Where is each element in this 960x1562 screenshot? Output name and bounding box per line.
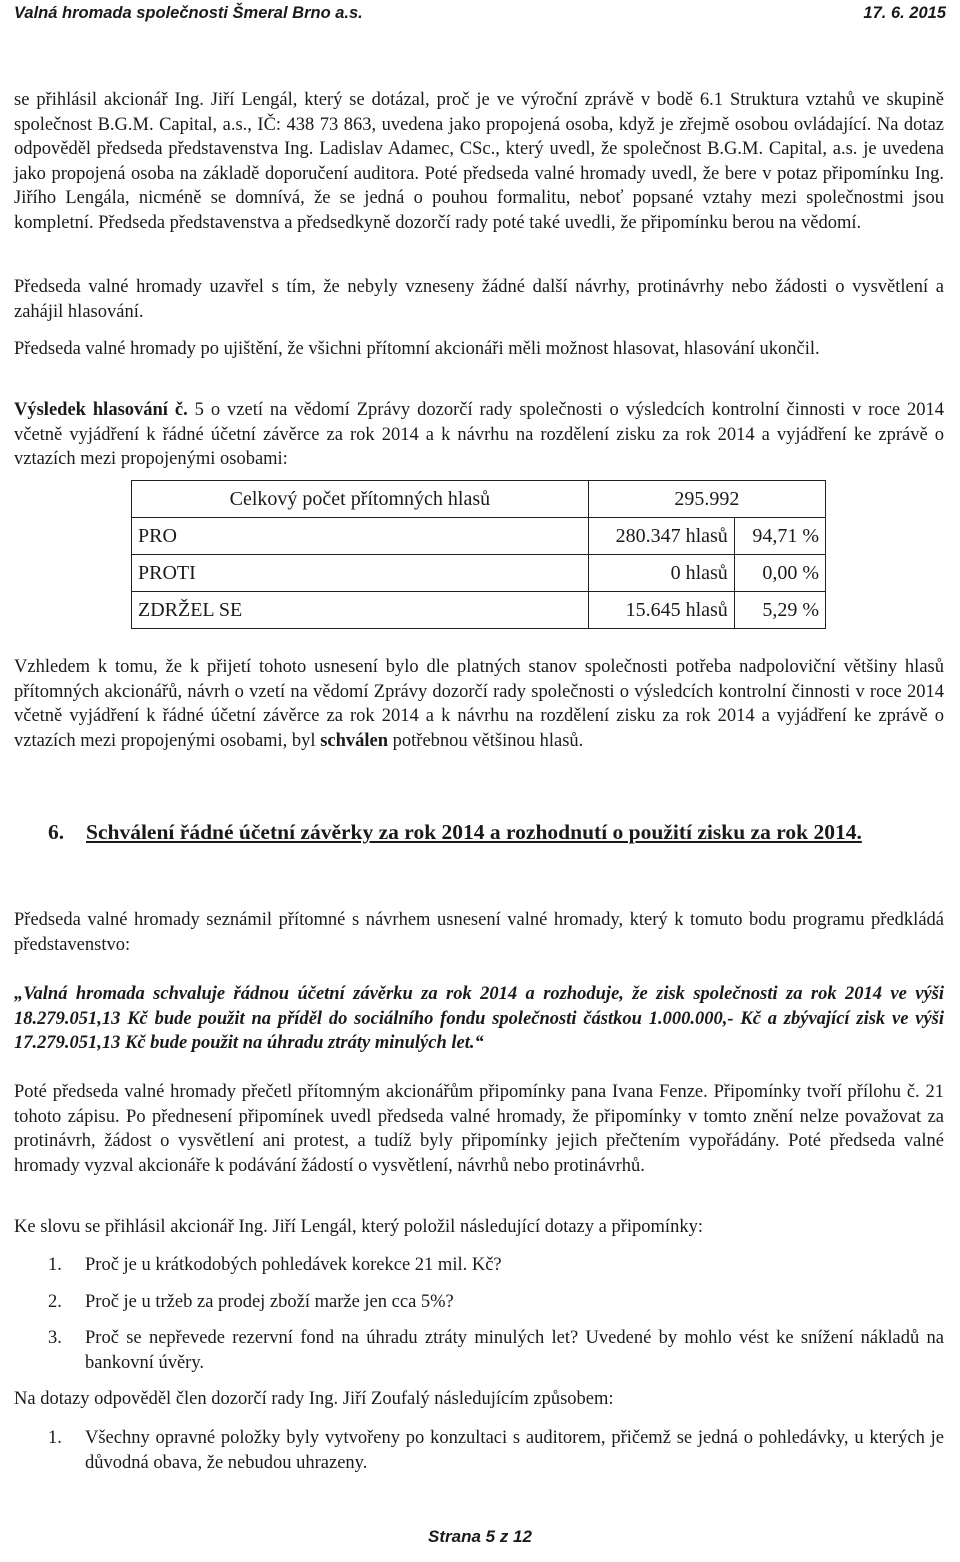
paragraph-voting-ended: Předseda valné hromady po ujištění, že všichni přítomní akcionáři měli možnost hlasovat, hlasování ukončil. (14, 339, 820, 359)
section-6-title: Schválení řádné účetní závěrky za rok 2014 a rozhodnutí o použití zisku za rok 2014. (86, 820, 862, 844)
question-item (48, 1253, 944, 1278)
vote-row-proti (132, 555, 826, 592)
vote-row-zdrzel (132, 592, 826, 629)
question-text: Proč je u krátkodobých pohledávek korekce 21 mil. Kč? (85, 1255, 502, 1275)
vote-table (131, 480, 826, 629)
vote-row-votes: 280.347 hlasů (588, 518, 734, 555)
question-number: 3. (48, 1328, 62, 1348)
vote-row-label: PRO (132, 518, 589, 555)
vote-total-label: Celkový počet přítomných hlasů (132, 481, 589, 518)
vote-result-label: Výsledek hlasování č. (14, 400, 188, 420)
page-header (14, 4, 946, 28)
paragraph-voting-started: Předseda valné hromady uzavřel s tím, že nebyly vzneseny žádné další návrhy, protinávrhy nebo žádosti o vysvětlení a zahájil hlasování. (14, 277, 944, 322)
page-number: Strana 5 z 12 (428, 1527, 532, 1546)
vote-row-votes: 0 hlasů (588, 555, 734, 592)
vote-result-text: 5 o vzetí na vědomí Zprávy dozorčí rady společnosti o výsledcích kontrolní činnosti v roce 2014 včetně vyjádření k řádné účetní závěrce za rok 2014 a k návrhu na rozdělení zisku za rok 2014 a vyjádření ke zprávě o vztazích mezi propojenými osobami: (14, 400, 944, 469)
paragraph-zoufaly-answers-intro: Na dotazy odpověděl člen dozorčí rady Ing. Jiří Zoufalý následujícím způsobem: (14, 1389, 614, 1409)
answer-item (48, 1426, 944, 1475)
paragraph-lengal-questions-intro: Ke slovu se přihlásil akcionář Ing. Jiří Lengál, který položil následující dotazy a připomínky: (14, 1217, 703, 1237)
paragraph-lengal-question: se přihlásil akcionář Ing. Jiří Lengál, který se dotázal, proč je ve výroční zprávě v bodě 6.1 Struktura vztahů ve skupině společnost B.G.M. Capital, a.s., IČ: 438 73 863, uvedena jako propojená osoba, když je zřejmě osobou ovládající. Na dotaz odpověděl předseda představenstva Ing. Ladislav Adamec, CSc., který uvedl, že společnost B.G.M. Capital, a.s. je uvedena jako propojená osoba na základě doporučení auditora. Poté předseda valné hromady uvedl, že bere v potaz připomínku Ing. Jiřího Lengála, nicméně se domnívá, že se jedná o pouhou formalitu, neboť popsané vztahy mezi společnostmi jsou kompletní. Předseda představenstva a předsedkyně dozorčí rady poté také uvedli, že připomínku berou na vědomí. (14, 90, 944, 233)
header-date: 17. 6. 2015 (863, 4, 946, 22)
vote-row-label: PROTI (132, 555, 589, 592)
question-number: 2. (48, 1292, 62, 1312)
vote-row-votes: 15.645 hlasů (588, 592, 734, 629)
question-item (48, 1326, 944, 1375)
vote-row-percent: 94,71 % (734, 518, 825, 555)
vote-row-pro (132, 518, 826, 555)
vote-row-label: ZDRŽEL SE (132, 592, 589, 629)
resolution-text-b: potřebnou většinou hlasů. (388, 730, 584, 751)
answer-number: 1. (48, 1428, 62, 1448)
paragraph-vote-result-5 (14, 398, 944, 472)
vote-row-percent: 5,29 % (734, 592, 825, 629)
question-text: Proč se nepřevede rezervní fond na úhradu ztráty minulých let? Uvedené by mohlo vést ke snížení nákladů na bankovní úvěry. (85, 1328, 944, 1373)
paragraph-proposal-intro: Předseda valné hromady seznámil přítomné s návrhem usnesení valné hromady, který k tomuto bodu programu předkládá představenstvo: (14, 910, 944, 955)
resolution-approved-word: schválen (320, 730, 389, 751)
vote-total-row (132, 481, 826, 518)
question-text: Proč je u tržeb za prodej zboží marže jen cca 5%? (85, 1292, 454, 1312)
resolution-text-a: Vzhledem k tomu, že k přijetí tohoto usnesení bylo dle platných stanov společnosti potřeba nadpoloviční většiny hlasů přítomných akcionářů, návrh o vzetí na vědomí Zprávy dozorčí rady společnosti o výsledcích kontrolní činnosti v roce 2014 včetně vyjádření k řádné účetní závěrce za rok 2014 a k návrhu na rozdělení zisku za rok 2014 a vyjádření ke zprávě o vztazích mezi propojenými osobami, byl (14, 657, 944, 751)
vote-total-value: 295.992 (588, 481, 825, 518)
resolution-proposal-quote: „Valná hromada schvaluje řádnou účetní závěrku za rok 2014 a rozhoduje, že zisk společnosti za rok 2014 ve výši 18.279.051,13 Kč bude použit na příděl do sociálního fondu společnosti částkou 1.000.000,- Kč a zbývající zisk ve výši 17.279.051,13 Kč bude použit na úhradu ztráty minulých let.“ (14, 984, 944, 1053)
question-item (48, 1290, 944, 1315)
vote-row-percent: 0,00 % (734, 555, 825, 592)
header-title: Valná hromada společnosti Šmeral Brno a.s. (14, 4, 363, 22)
section-6-number: 6. (48, 820, 65, 844)
question-number: 1. (48, 1255, 62, 1275)
paragraph-resolution-approved (14, 655, 944, 753)
paragraph-fenz-remarks: Poté předseda valné hromady přečetl přítomným akcionářům připomínky pana Ivana Fenze. Připomínky tvoří přílohu č. 21 tohoto zápisu. Po přednesení připomínek uvedl předseda valné hromady, že připomínky v tomto znění nelze považovat za protinávrh, žádost o vysvětlení ani protest, a tudíž byly připomínky jejich přečtením vypořádány. Poté předseda valné hromady vyzval akcionáře k podávání žádostí o vysvětlení, návrhů nebo protinávrhů. (14, 1082, 944, 1176)
answer-text: Všechny opravné položky byly vytvořeny po konzultaci s auditorem, přičemž se jedná o pohledávky, u kterých je důvodná obava, že nebudou uhrazeny. (85, 1428, 944, 1473)
